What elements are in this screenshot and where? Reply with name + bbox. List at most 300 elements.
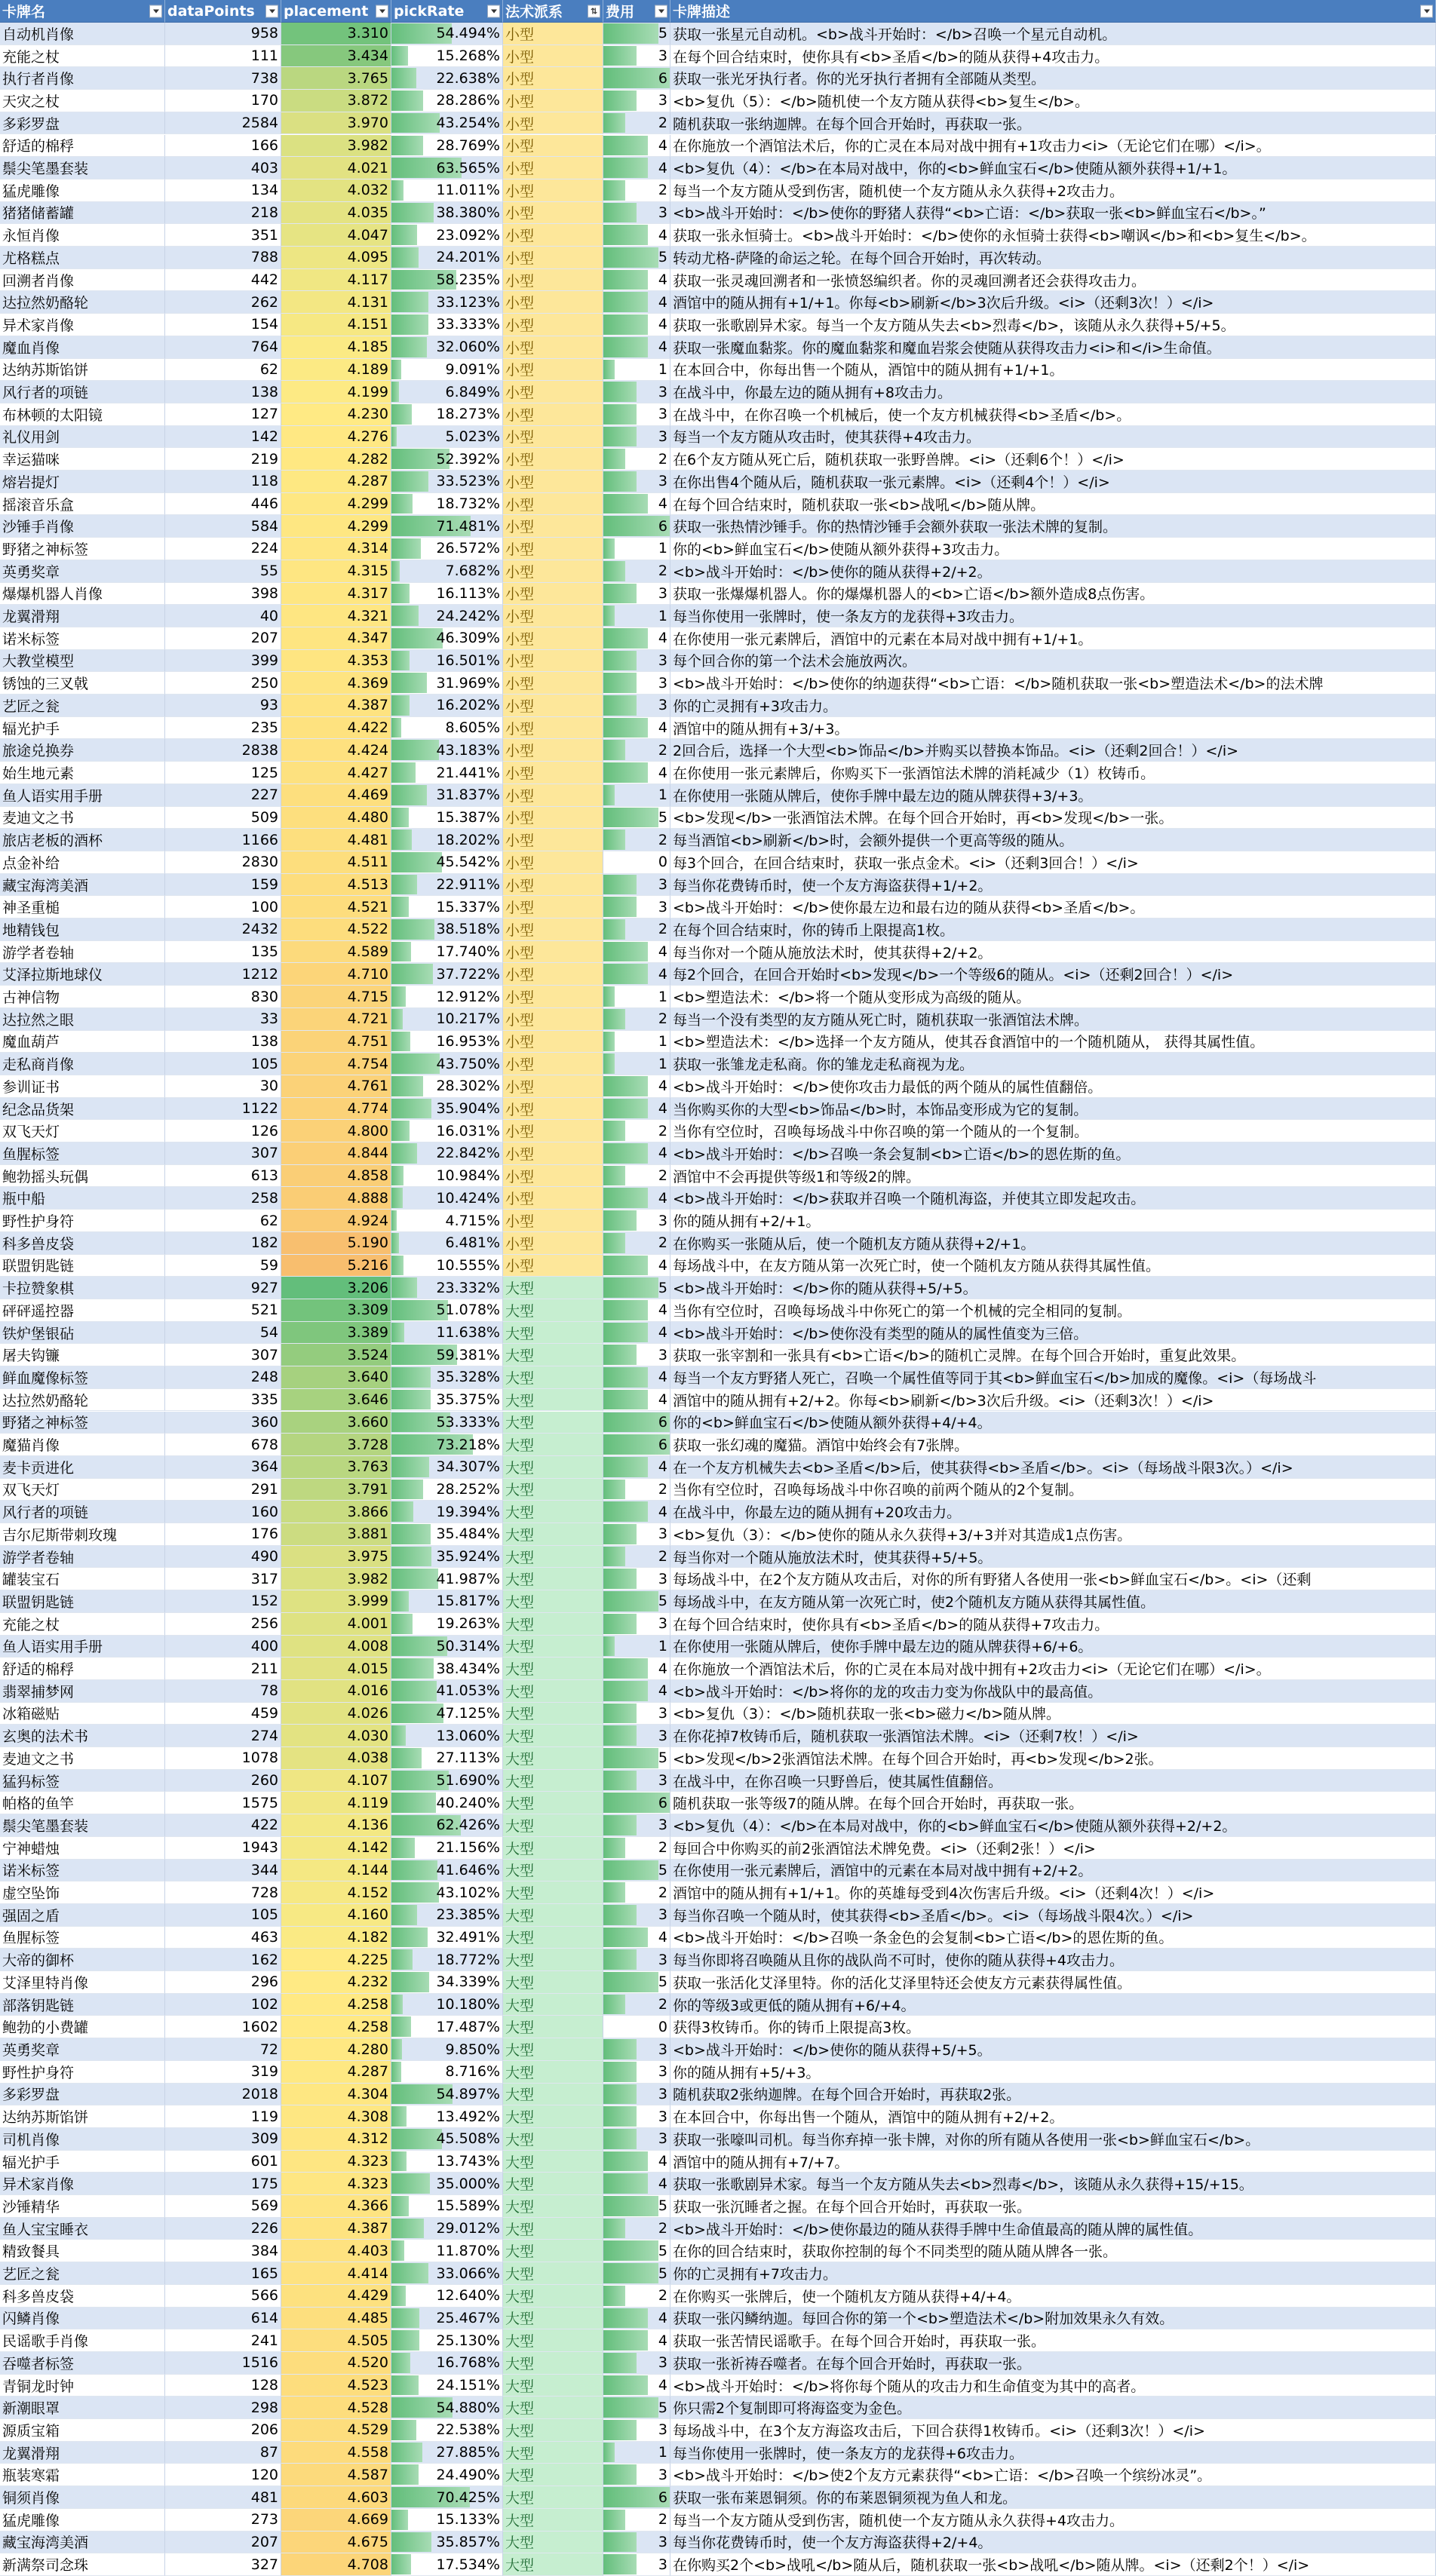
placement-cell[interactable] <box>281 2240 391 2262</box>
placement-cell[interactable] <box>281 1523 391 1546</box>
description-cell[interactable] <box>670 784 1436 807</box>
spell-type-cell[interactable] <box>503 1703 603 1725</box>
card-name-cell[interactable] <box>0 896 165 918</box>
spell-type-cell[interactable] <box>503 2553 603 2576</box>
table-row[interactable] <box>0 2509 1436 2532</box>
card-name-cell[interactable] <box>0 448 165 471</box>
placement-cell[interactable] <box>281 583 391 606</box>
datapoints-cell[interactable] <box>165 1636 281 1658</box>
table-row[interactable] <box>0 627 1436 650</box>
description-cell[interactable] <box>670 1187 1436 1210</box>
placement-cell[interactable] <box>281 179 391 202</box>
pickrate-cell[interactable] <box>391 1590 503 1613</box>
pickrate-cell[interactable] <box>391 627 503 650</box>
cost-cell[interactable] <box>603 224 670 247</box>
pickrate-cell[interactable] <box>391 807 503 830</box>
placement-cell[interactable] <box>281 90 391 112</box>
datapoints-cell[interactable] <box>165 2329 281 2352</box>
placement-cell[interactable] <box>281 45 391 68</box>
description-cell[interactable] <box>670 90 1436 112</box>
description-cell[interactable] <box>670 1949 1436 1971</box>
cost-cell[interactable] <box>603 1031 670 1053</box>
card-name-cell[interactable] <box>0 1299 165 1322</box>
spell-type-cell[interactable] <box>503 605 603 627</box>
datapoints-cell[interactable] <box>165 1412 281 1434</box>
cost-cell[interactable] <box>603 1860 670 1882</box>
datapoints-cell[interactable] <box>165 247 281 269</box>
description-cell[interactable] <box>670 963 1436 986</box>
card-name-cell[interactable] <box>0 1770 165 1792</box>
datapoints-cell[interactable] <box>165 1904 281 1927</box>
pickrate-cell[interactable] <box>391 224 503 247</box>
pickrate-cell[interactable] <box>391 2308 503 2330</box>
placement-cell[interactable] <box>281 381 391 403</box>
card-name-cell[interactable] <box>0 1636 165 1658</box>
placement-cell[interactable] <box>281 2151 391 2173</box>
table-row[interactable] <box>0 1210 1436 1232</box>
description-cell[interactable] <box>670 1008 1436 1031</box>
card-name-cell[interactable] <box>0 941 165 964</box>
placement-cell[interactable] <box>281 739 391 762</box>
description-cell[interactable] <box>670 1658 1436 1680</box>
placement-cell[interactable] <box>281 1860 391 1882</box>
description-cell[interactable] <box>670 1590 1436 1613</box>
card-name-cell[interactable] <box>0 986 165 1008</box>
table-row[interactable] <box>0 1703 1436 1725</box>
table-row[interactable] <box>0 2486 1436 2509</box>
spell-type-cell[interactable] <box>503 493 603 516</box>
datapoints-cell[interactable] <box>165 90 281 112</box>
cost-cell[interactable] <box>603 1456 670 1479</box>
pickrate-cell[interactable] <box>391 1904 503 1927</box>
pickrate-cell[interactable] <box>391 1187 503 1210</box>
card-name-cell[interactable] <box>0 426 165 449</box>
datapoints-cell[interactable] <box>165 1860 281 1882</box>
table-row[interactable] <box>0 1165 1436 1188</box>
placement-cell[interactable] <box>281 672 391 695</box>
column-header-pickrate[interactable] <box>391 0 503 23</box>
card-name-cell[interactable] <box>0 2553 165 2576</box>
spell-type-cell[interactable] <box>503 1881 603 1904</box>
description-cell[interactable] <box>670 986 1436 1008</box>
card-name-cell[interactable] <box>0 2151 165 2173</box>
cost-cell[interactable] <box>603 1904 670 1927</box>
datapoints-cell[interactable] <box>165 224 281 247</box>
placement-cell[interactable] <box>281 560 391 583</box>
description-cell[interactable] <box>670 2532 1436 2554</box>
placement-cell[interactable] <box>281 1366 391 1389</box>
placement-cell[interactable] <box>281 1187 391 1210</box>
placement-cell[interactable] <box>281 717 391 740</box>
card-name-cell[interactable] <box>0 359 165 382</box>
table-row[interactable] <box>0 1075 1436 1098</box>
pickrate-cell[interactable] <box>391 1098 503 1121</box>
table-row[interactable] <box>0 2173 1436 2195</box>
table-row[interactable] <box>0 112 1436 135</box>
card-name-cell[interactable] <box>0 1523 165 1546</box>
description-cell[interactable] <box>670 2218 1436 2240</box>
card-name-cell[interactable] <box>0 2240 165 2262</box>
spell-type-cell[interactable] <box>503 739 603 762</box>
datapoints-cell[interactable] <box>165 1098 281 1121</box>
placement-cell[interactable] <box>281 2262 391 2285</box>
table-row[interactable] <box>0 202 1436 225</box>
table-row[interactable] <box>0 1389 1436 1412</box>
pickrate-cell[interactable] <box>391 538 503 560</box>
filter-dropdown-icon[interactable] <box>376 5 388 17</box>
pickrate-cell[interactable] <box>391 1210 503 1232</box>
spell-type-cell[interactable] <box>503 2128 603 2151</box>
table-row[interactable] <box>0 1255 1436 1277</box>
datapoints-cell[interactable] <box>165 1456 281 1479</box>
card-name-cell[interactable] <box>0 2532 165 2554</box>
description-cell[interactable] <box>670 403 1436 426</box>
placement-cell[interactable] <box>281 2038 391 2061</box>
description-cell[interactable] <box>670 112 1436 135</box>
card-name-cell[interactable] <box>0 762 165 784</box>
table-row[interactable] <box>0 717 1436 740</box>
description-cell[interactable] <box>670 851 1436 874</box>
placement-cell[interactable] <box>281 291 391 314</box>
datapoints-cell[interactable] <box>165 381 281 403</box>
description-cell[interactable] <box>670 1613 1436 1636</box>
pickrate-cell[interactable] <box>391 2397 503 2419</box>
description-cell[interactable] <box>670 157 1436 179</box>
pickrate-cell[interactable] <box>391 314 503 336</box>
spell-type-cell[interactable] <box>503 291 603 314</box>
table-row[interactable] <box>0 23 1436 45</box>
pickrate-cell[interactable] <box>391 1636 503 1658</box>
card-name-cell[interactable] <box>0 1255 165 1277</box>
cost-cell[interactable] <box>603 2195 670 2218</box>
pickrate-cell[interactable] <box>391 1568 503 1590</box>
datapoints-cell[interactable] <box>165 515 281 538</box>
description-cell[interactable] <box>670 1344 1436 1366</box>
placement-cell[interactable] <box>281 2375 391 2397</box>
pickrate-cell[interactable] <box>391 1344 503 1366</box>
table-row[interactable] <box>0 1322 1436 1345</box>
cost-cell[interactable] <box>603 2173 670 2195</box>
spell-type-cell[interactable] <box>503 2375 603 2397</box>
description-cell[interactable] <box>670 1971 1436 1994</box>
description-cell[interactable] <box>670 67 1436 90</box>
filter-dropdown-icon[interactable] <box>487 5 500 17</box>
table-row[interactable] <box>0 1814 1436 1837</box>
spell-type-cell[interactable] <box>503 627 603 650</box>
placement-cell[interactable] <box>281 1837 391 1860</box>
pickrate-cell[interactable] <box>391 1366 503 1389</box>
table-row[interactable] <box>0 762 1436 784</box>
placement-cell[interactable] <box>281 202 391 225</box>
placement-cell[interactable] <box>281 1994 391 2016</box>
spell-type-cell[interactable] <box>503 1165 603 1188</box>
pickrate-cell[interactable] <box>391 2285 503 2308</box>
table-row[interactable] <box>0 2285 1436 2308</box>
table-row[interactable] <box>0 605 1436 627</box>
card-name-cell[interactable] <box>0 1187 165 1210</box>
pickrate-cell[interactable] <box>391 1949 503 1971</box>
spell-type-cell[interactable] <box>503 2173 603 2195</box>
datapoints-cell[interactable] <box>165 2553 281 2576</box>
datapoints-cell[interactable] <box>165 1344 281 1366</box>
datapoints-cell[interactable] <box>165 2262 281 2285</box>
spell-type-cell[interactable] <box>503 1837 603 1860</box>
datapoints-cell[interactable] <box>165 739 281 762</box>
table-row[interactable] <box>0 2397 1436 2419</box>
cost-cell[interactable] <box>603 1098 670 1121</box>
datapoints-cell[interactable] <box>165 2084 281 2106</box>
description-cell[interactable] <box>670 247 1436 269</box>
cost-cell[interactable] <box>603 1837 670 1860</box>
cost-cell[interactable] <box>603 1142 670 1165</box>
datapoints-cell[interactable] <box>165 471 281 493</box>
datapoints-cell[interactable] <box>165 291 281 314</box>
table-row[interactable] <box>0 1747 1436 1770</box>
placement-cell[interactable] <box>281 2105 391 2128</box>
table-row[interactable] <box>0 918 1436 941</box>
card-name-cell[interactable] <box>0 1053 165 1075</box>
spell-type-cell[interactable] <box>503 1568 603 1590</box>
datapoints-cell[interactable] <box>165 918 281 941</box>
card-name-cell[interactable] <box>0 1389 165 1412</box>
cost-cell[interactable] <box>603 1747 670 1770</box>
spell-type-cell[interactable] <box>503 538 603 560</box>
cost-cell[interactable] <box>603 2285 670 2308</box>
spell-type-cell[interactable] <box>503 2016 603 2038</box>
description-cell[interactable] <box>670 1277 1436 1299</box>
cost-cell[interactable] <box>603 247 670 269</box>
cost-cell[interactable] <box>603 2329 670 2352</box>
table-row[interactable] <box>0 135 1436 158</box>
spell-type-cell[interactable] <box>503 2038 603 2061</box>
spell-type-cell[interactable] <box>503 1814 603 1837</box>
table-row[interactable] <box>0 2553 1436 2576</box>
placement-cell[interactable] <box>281 1031 391 1053</box>
card-name-cell[interactable] <box>0 829 165 851</box>
placement-cell[interactable] <box>281 269 391 292</box>
placement-cell[interactable] <box>281 2128 391 2151</box>
spell-type-cell[interactable] <box>503 23 603 45</box>
placement-cell[interactable] <box>281 1680 391 1703</box>
datapoints-cell[interactable] <box>165 1053 281 1075</box>
placement-cell[interactable] <box>281 2486 391 2509</box>
table-row[interactable] <box>0 45 1436 68</box>
card-name-cell[interactable] <box>0 1456 165 1479</box>
pickrate-cell[interactable] <box>391 493 503 516</box>
spell-type-cell[interactable] <box>503 1456 603 1479</box>
description-cell[interactable] <box>670 2128 1436 2151</box>
card-name-cell[interactable] <box>0 2262 165 2285</box>
datapoints-cell[interactable] <box>165 112 281 135</box>
description-cell[interactable] <box>670 695 1436 717</box>
card-name-cell[interactable] <box>0 1210 165 1232</box>
placement-cell[interactable] <box>281 2553 391 2576</box>
table-row[interactable] <box>0 426 1436 449</box>
pickrate-cell[interactable] <box>391 1434 503 1456</box>
table-row[interactable] <box>0 1927 1436 1949</box>
cost-cell[interactable] <box>603 1927 670 1949</box>
table-row[interactable] <box>0 1277 1436 1299</box>
description-cell[interactable] <box>670 1142 1436 1165</box>
cost-cell[interactable] <box>603 1770 670 1792</box>
table-row[interactable] <box>0 1546 1436 1569</box>
description-cell[interactable] <box>670 650 1436 673</box>
table-row[interactable] <box>0 1142 1436 1165</box>
filter-dropdown-icon[interactable] <box>149 5 162 17</box>
datapoints-cell[interactable] <box>165 2464 281 2486</box>
cost-cell[interactable] <box>603 1568 670 1590</box>
spell-type-cell[interactable] <box>503 1412 603 1434</box>
card-name-cell[interactable] <box>0 874 165 897</box>
table-row[interactable] <box>0 1725 1436 1747</box>
description-cell[interactable] <box>670 762 1436 784</box>
placement-cell[interactable] <box>281 1075 391 1098</box>
cost-cell[interactable] <box>603 2061 670 2084</box>
datapoints-cell[interactable] <box>165 1232 281 1255</box>
table-row[interactable] <box>0 784 1436 807</box>
description-cell[interactable] <box>670 1703 1436 1725</box>
datapoints-cell[interactable] <box>165 1008 281 1031</box>
pickrate-cell[interactable] <box>391 1456 503 1479</box>
description-cell[interactable] <box>670 23 1436 45</box>
placement-cell[interactable] <box>281 2532 391 2554</box>
pickrate-cell[interactable] <box>391 2128 503 2151</box>
cost-cell[interactable] <box>603 874 670 897</box>
cost-cell[interactable] <box>603 829 670 851</box>
table-row[interactable] <box>0 672 1436 695</box>
datapoints-cell[interactable] <box>165 359 281 382</box>
table-row[interactable] <box>0 963 1436 986</box>
spell-type-cell[interactable] <box>503 1994 603 2016</box>
spell-type-cell[interactable] <box>503 1053 603 1075</box>
datapoints-cell[interactable] <box>165 1523 281 1546</box>
card-name-cell[interactable] <box>0 784 165 807</box>
cost-cell[interactable] <box>603 336 670 359</box>
table-row[interactable] <box>0 493 1436 516</box>
description-cell[interactable] <box>670 2195 1436 2218</box>
placement-cell[interactable] <box>281 1546 391 1569</box>
pickrate-cell[interactable] <box>391 829 503 851</box>
card-name-cell[interactable] <box>0 2173 165 2195</box>
description-cell[interactable] <box>670 2352 1436 2375</box>
card-name-cell[interactable] <box>0 493 165 516</box>
cost-cell[interactable] <box>603 896 670 918</box>
card-name-cell[interactable] <box>0 1747 165 1770</box>
description-cell[interactable] <box>670 135 1436 158</box>
datapoints-cell[interactable] <box>165 1434 281 1456</box>
datapoints-cell[interactable] <box>165 45 281 68</box>
spell-type-cell[interactable] <box>503 1142 603 1165</box>
description-cell[interactable] <box>670 291 1436 314</box>
datapoints-cell[interactable] <box>165 135 281 158</box>
cost-cell[interactable] <box>603 986 670 1008</box>
cost-cell[interactable] <box>603 605 670 627</box>
cost-cell[interactable] <box>603 1501 670 1523</box>
table-row[interactable] <box>0 1120 1436 1142</box>
spell-type-cell[interactable] <box>503 2240 603 2262</box>
pickrate-cell[interactable] <box>391 1277 503 1299</box>
card-name-cell[interactable] <box>0 583 165 606</box>
datapoints-cell[interactable] <box>165 583 281 606</box>
cost-cell[interactable] <box>603 403 670 426</box>
column-header-placement[interactable] <box>281 0 391 23</box>
spell-type-cell[interactable] <box>503 112 603 135</box>
pickrate-cell[interactable] <box>391 1658 503 1680</box>
cost-cell[interactable] <box>603 1792 670 1814</box>
datapoints-cell[interactable] <box>165 1725 281 1747</box>
datapoints-cell[interactable] <box>165 2509 281 2532</box>
card-name-cell[interactable] <box>0 2016 165 2038</box>
pickrate-cell[interactable] <box>391 1479 503 1501</box>
description-cell[interactable] <box>670 1299 1436 1322</box>
pickrate-cell[interactable] <box>391 941 503 964</box>
description-cell[interactable] <box>670 672 1436 695</box>
placement-cell[interactable] <box>281 314 391 336</box>
pickrate-cell[interactable] <box>391 2486 503 2509</box>
pickrate-cell[interactable] <box>391 515 503 538</box>
card-name-cell[interactable] <box>0 1994 165 2016</box>
spell-type-cell[interactable] <box>503 179 603 202</box>
pickrate-cell[interactable] <box>391 45 503 68</box>
placement-cell[interactable] <box>281 1568 391 1590</box>
table-row[interactable] <box>0 90 1436 112</box>
description-cell[interactable] <box>670 1523 1436 1546</box>
placement-cell[interactable] <box>281 247 391 269</box>
description-cell[interactable] <box>670 1165 1436 1188</box>
card-name-cell[interactable] <box>0 1501 165 1523</box>
cost-cell[interactable] <box>603 2016 670 2038</box>
card-name-cell[interactable] <box>0 1814 165 1837</box>
card-name-cell[interactable] <box>0 336 165 359</box>
spell-type-cell[interactable] <box>503 1075 603 1098</box>
description-cell[interactable] <box>670 829 1436 851</box>
table-row[interactable] <box>0 269 1436 292</box>
table-row[interactable] <box>0 650 1436 673</box>
card-name-cell[interactable] <box>0 67 165 90</box>
description-cell[interactable] <box>670 1434 1436 1456</box>
spell-type-cell[interactable] <box>503 403 603 426</box>
description-cell[interactable] <box>670 1501 1436 1523</box>
spell-type-cell[interactable] <box>503 963 603 986</box>
datapoints-cell[interactable] <box>165 336 281 359</box>
cost-cell[interactable] <box>603 583 670 606</box>
placement-cell[interactable] <box>281 2329 391 2352</box>
card-name-cell[interactable] <box>0 403 165 426</box>
card-name-cell[interactable] <box>0 717 165 740</box>
table-row[interactable] <box>0 2262 1436 2285</box>
card-name-cell[interactable] <box>0 1322 165 1345</box>
datapoints-cell[interactable] <box>165 1658 281 1680</box>
cost-cell[interactable] <box>603 2486 670 2509</box>
datapoints-cell[interactable] <box>165 1994 281 2016</box>
placement-cell[interactable] <box>281 1479 391 1501</box>
pickrate-cell[interactable] <box>391 2061 503 2084</box>
datapoints-cell[interactable] <box>165 2308 281 2330</box>
card-name-cell[interactable] <box>0 1703 165 1725</box>
spell-type-cell[interactable] <box>503 762 603 784</box>
column-header-description[interactable] <box>670 0 1436 23</box>
placement-cell[interactable] <box>281 1098 391 1121</box>
cost-cell[interactable] <box>603 1949 670 1971</box>
cost-cell[interactable] <box>603 269 670 292</box>
description-cell[interactable] <box>670 2419 1436 2442</box>
pickrate-cell[interactable] <box>391 1142 503 1165</box>
table-row[interactable] <box>0 448 1436 471</box>
spell-type-cell[interactable] <box>503 1344 603 1366</box>
placement-cell[interactable] <box>281 2352 391 2375</box>
placement-cell[interactable] <box>281 2509 391 2532</box>
table-row[interactable] <box>0 1479 1436 1501</box>
